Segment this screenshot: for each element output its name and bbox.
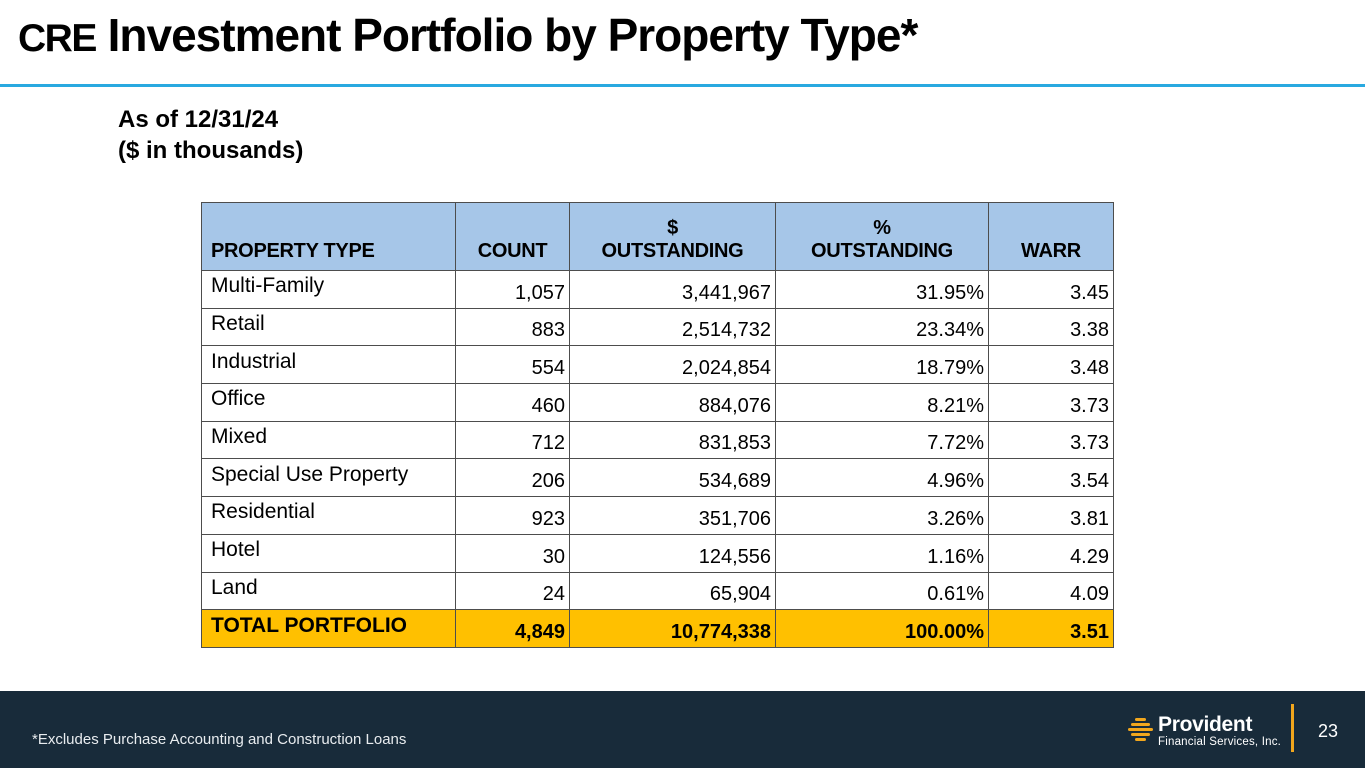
footnote: *Excludes Purchase Accounting and Construction Loans [32,731,407,748]
table-row: Industrial 554 2,024,854 18.79% 3.48 [202,346,1114,384]
table-row: Hotel 30 124,556 1.16% 4.29 [202,534,1114,572]
table-row: Residential 923 351,706 3.26% 3.81 [202,497,1114,535]
brand-subname: Financial Services, Inc. [1158,736,1282,748]
units-note: ($ in thousands) [118,137,304,164]
page-title-rest: Investment Portfolio by Property Type* [95,9,918,61]
table-header-row [202,203,1114,271]
column-header-property-type: PROPERTY TYPE [202,203,456,271]
page-title [18,8,917,62]
column-header-dollar-outstanding: $ OUTSTANDING [570,203,776,271]
title-divider-line [0,84,1365,87]
column-header-count: COUNT [456,203,570,271]
column-header-warr: WARR [989,203,1114,271]
table-row: Office 460 884,076 8.21% 3.73 [202,384,1114,422]
table-total-row: TOTAL PORTFOLIO 4,849 10,774,338 100.00% 3.51 [202,610,1114,648]
footer-divider-line [1291,704,1294,752]
page-number: 23 [1318,721,1339,741]
table-row: Mixed 712 831,853 7.72% 3.73 [202,421,1114,459]
portfolio-table-container [201,202,1114,648]
subtitle-block [118,104,303,166]
provident-logo-text [1158,715,1281,749]
page-title-prefix: CRE [18,17,96,60]
table-row: Special Use Property 206 534,689 4.96% 3.54 [202,459,1114,497]
table-row: Land 24 65,904 0.61% 4.09 [202,572,1114,610]
as-of-date: As of 12/31/24 [118,106,279,133]
table-row: Retail 883 2,514,732 23.34% 3.38 [202,308,1114,346]
provident-logo-icon [1128,718,1153,741]
column-header-pct-outstanding: % OUTSTANDING [776,203,989,271]
portfolio-table [201,202,1114,648]
table-row: Multi-Family 1,057 3,441,967 31.95% 3.45 [202,271,1114,309]
brand-name: Provident [1158,713,1253,736]
provident-logo [1128,715,1281,749]
footer-bar [0,691,1365,768]
